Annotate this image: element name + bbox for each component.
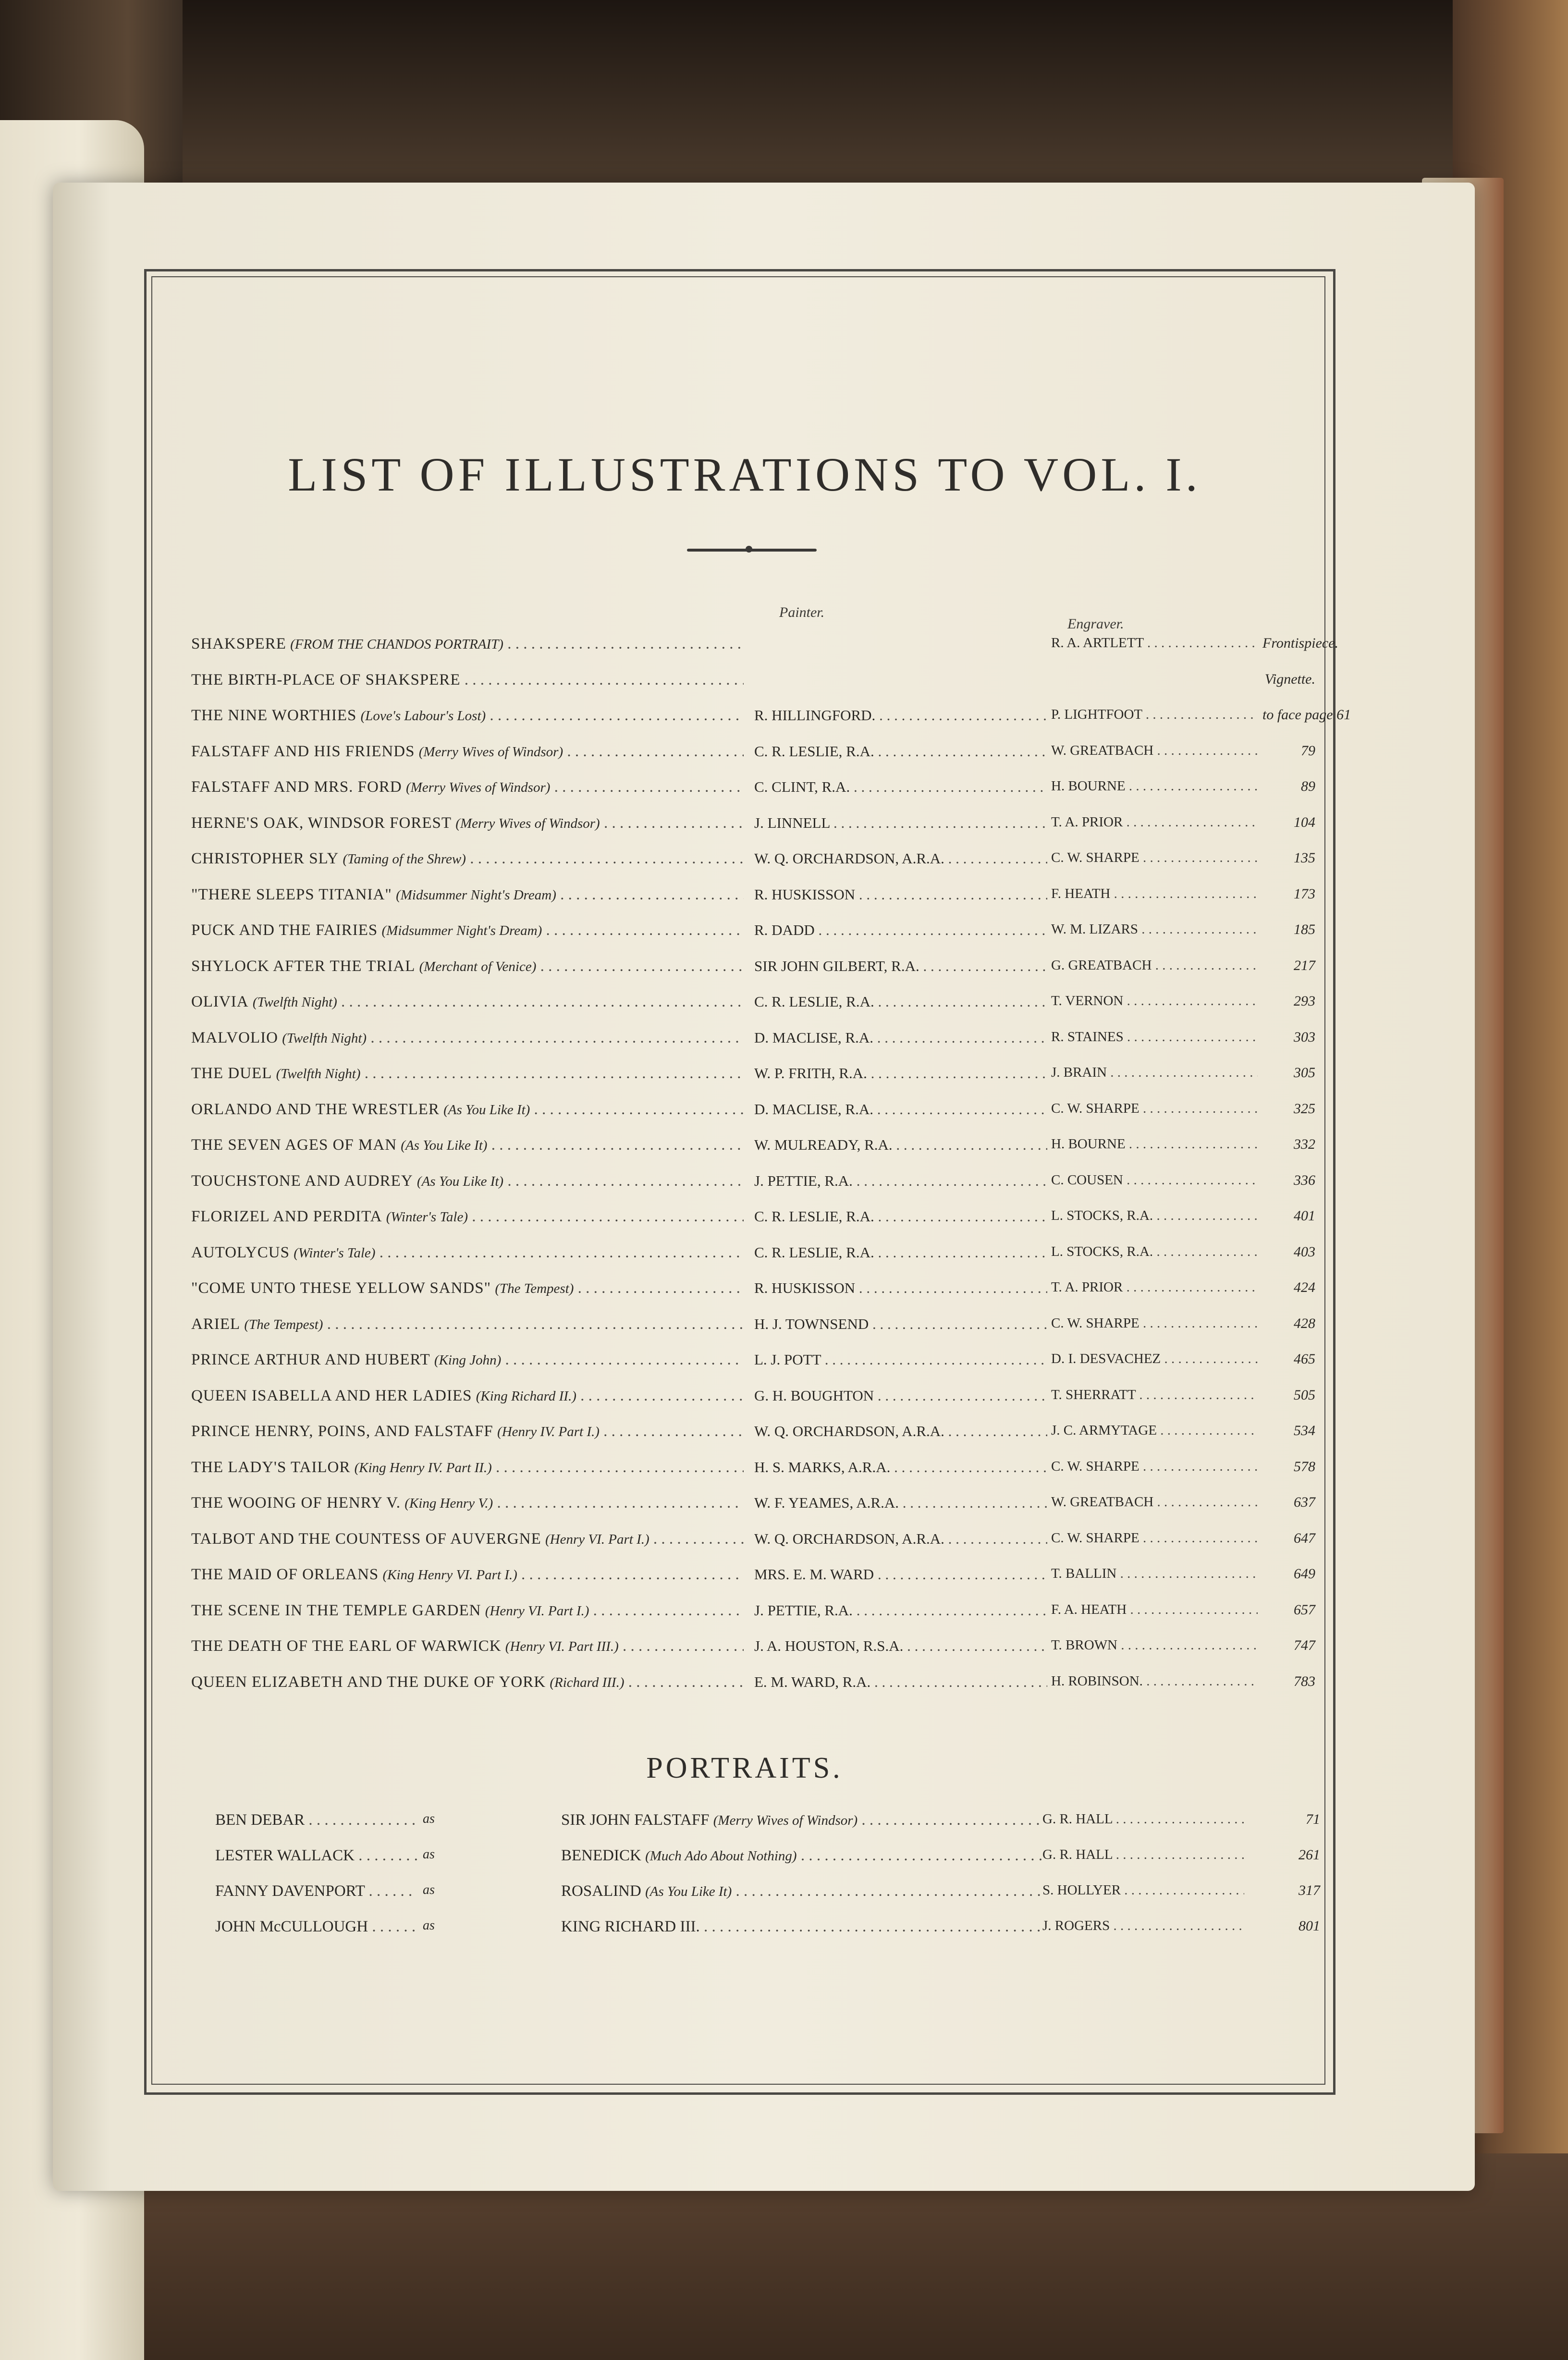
page-number: 305: [1294, 1065, 1315, 1081]
illustration-title: [191, 1172, 744, 1190]
illustration-name: OLIVIA: [191, 993, 249, 1010]
illustration-name: THE SCENE IN THE TEMPLE GARDEN: [191, 1601, 481, 1619]
page-number: 217: [1294, 957, 1315, 973]
engraver-name: L. STOCKS, R.A. . . .: [1051, 1244, 1258, 1260]
illustration-title: [191, 1029, 744, 1047]
painter-name: D. MACLISE, R.A. . . .: [754, 1101, 1047, 1118]
play-name: (Winter's Tale): [386, 1209, 468, 1225]
illustration-name: "THERE SLEEPS TITANIA": [191, 885, 392, 903]
illustration-title: [191, 707, 744, 725]
as-label: as: [423, 1811, 435, 1826]
painter-name: C. CLINT, R.A. . . .: [754, 778, 1047, 796]
play-name: (Henry VI. Part I.): [485, 1603, 589, 1619]
illustration-title: [191, 886, 744, 904]
page-number: 649: [1294, 1566, 1315, 1582]
illustration-name: THE NINE WORTHIES: [191, 707, 357, 724]
illustration-name: PRINCE ARTHUR AND HUBERT: [191, 1351, 430, 1368]
illustration-title: [191, 1530, 744, 1548]
painter-name: R. HILLINGFORD. . . .: [754, 707, 1047, 724]
illustration-title: [191, 1279, 744, 1297]
engraver-name: J. ROGERS . . .: [1042, 1918, 1244, 1934]
engraver-name: J. BRAIN . . .: [1051, 1065, 1258, 1081]
page-number: 428: [1294, 1315, 1315, 1331]
play-name: (Midsummer Night's Dream): [381, 923, 542, 938]
illustration-name: TOUCHSTONE AND AUDREY: [191, 1172, 413, 1190]
play-name: (As You Like It): [401, 1138, 488, 1153]
illustration-title: [191, 1315, 744, 1333]
page-number: 293: [1294, 993, 1315, 1009]
painter-name: J. PETTIE, R.A. . . .: [754, 1602, 1047, 1619]
play-name: (Henry VI. Part III.): [505, 1639, 619, 1654]
painter-name: J. PETTIE, R.A. . . .: [754, 1172, 1047, 1190]
painter-name: C. R. LESLIE, R.A. . . .: [754, 1244, 1047, 1261]
actor-name: FANNY DAVENPORT . . .: [215, 1882, 417, 1900]
engraver-name: H. BOURNE . . .: [1051, 1136, 1258, 1152]
painter-name: H. S. MARKS, A.R.A. . . .: [754, 1459, 1047, 1476]
play-name: (The Tempest): [495, 1281, 574, 1296]
illustration-title: [191, 743, 744, 761]
page-number: 261: [1298, 1847, 1320, 1863]
illustration-name: HERNE'S OAK, WINDSOR FOREST: [191, 814, 452, 832]
play-name: (King Henry IV. Part II.): [354, 1460, 492, 1475]
play-name: (King Henry VI. Part I.): [382, 1567, 517, 1583]
illustration-name: THE BIRTH-PLACE OF SHAKSPERE: [191, 671, 461, 688]
illustration-name: TALBOT AND THE COUNTESS OF AUVERGNE: [191, 1530, 541, 1548]
play-name: (Midsummer Night's Dream): [396, 887, 556, 903]
play-name: (Merchant of Venice): [419, 959, 537, 974]
illustration-name: THE MAID OF ORLEANS: [191, 1566, 379, 1583]
illustration-title: [191, 993, 744, 1011]
illustration-title: [191, 1637, 744, 1655]
engraver-name: P. LIGHTFOOT . . .: [1051, 707, 1258, 723]
engraver-name: G. R. HALL . . .: [1042, 1811, 1244, 1827]
illustration-name: PUCK AND THE FAIRIES: [191, 922, 378, 939]
painter-name: W. Q. ORCHARDSON, A.R.A. . . .: [754, 1423, 1047, 1440]
actor-name: LESTER WALLACK . . .: [215, 1847, 417, 1865]
engraver-name: C. W. SHARPE . . .: [1051, 850, 1258, 866]
play-name: (FROM THE CHANDOS PORTRAIT): [290, 637, 503, 652]
engraver-name: W. GREATBACH . . .: [1051, 743, 1258, 759]
painter-name: G. H. BOUGHTON . . .: [754, 1387, 1047, 1404]
illustration-name: SHYLOCK AFTER THE TRIAL: [191, 957, 416, 975]
painter-name: W. Q. ORCHARDSON, A.R.A. . . .: [754, 850, 1047, 867]
illustration-name: THE WOOING OF HENRY V.: [191, 1494, 401, 1512]
role-title: SIR JOHN FALSTAFF: [561, 1811, 710, 1829]
page-number: 578: [1294, 1458, 1315, 1475]
page-number: Frontispiece.: [1262, 635, 1339, 651]
play-name: (Twelfth Night): [282, 1030, 367, 1046]
play-name: (Merry Wives of Windsor): [405, 780, 551, 795]
engraver-name: C. W. SHARPE . . .: [1051, 1459, 1258, 1475]
role-title: ROSALIND: [561, 1882, 641, 1900]
engraver-name: T. A. PRIOR . . .: [1051, 1279, 1258, 1295]
play-name: (As You Like It): [416, 1173, 504, 1189]
page-number: Vignette.: [1264, 671, 1315, 687]
play-name: (As You Like It): [443, 1102, 530, 1118]
page-number: to face page 61: [1262, 707, 1351, 723]
page-number: 185: [1294, 922, 1315, 937]
illustration-title: [191, 1602, 744, 1620]
illustration-title: [191, 922, 744, 939]
illustration-name: QUEEN ELIZABETH AND THE DUKE OF YORK: [191, 1673, 546, 1691]
engraver-name: R. A. ARTLETT . . .: [1051, 635, 1258, 651]
play-name: (Winter's Tale): [294, 1245, 376, 1261]
painter-name: R. DADD . . .: [754, 922, 1047, 939]
illustration-title: [191, 778, 744, 796]
page-number: 89: [1301, 778, 1315, 794]
illustration-title: [191, 1208, 744, 1226]
as-label: as: [423, 1882, 435, 1897]
illustration-title: [191, 1387, 744, 1405]
illustration-name: PRINCE HENRY, POINS, AND FALSTAFF: [191, 1423, 493, 1440]
illustration-name: CHRISTOPHER SLY: [191, 850, 339, 867]
illustration-name: FALSTAFF AND HIS FRIENDS: [191, 742, 415, 760]
portraits-heading: PORTRAITS.: [646, 1752, 843, 1784]
page-number: 647: [1294, 1530, 1315, 1546]
illustration-title: [191, 1673, 744, 1691]
page-number: 534: [1294, 1423, 1315, 1438]
painter-name: J. A. HOUSTON, R.S.A. . . .: [754, 1637, 1047, 1655]
painter-name: R. HUSKISSON . . .: [754, 886, 1047, 903]
page-number: 79: [1301, 742, 1315, 759]
play-name: (As You Like It): [645, 1884, 732, 1899]
painter-name: C. R. LESLIE, R.A. . . .: [754, 993, 1047, 1010]
play-name: (Love's Labour's Lost): [360, 708, 486, 724]
illustration-name: ARIEL: [191, 1315, 241, 1333]
painter-name: L. J. POTT . . .: [754, 1351, 1047, 1368]
engraver-name: T. BROWN . . .: [1051, 1637, 1258, 1653]
illustration-name: THE LADY'S TAILOR: [191, 1458, 351, 1476]
painter-name: C. R. LESLIE, R.A. . . .: [754, 1208, 1047, 1225]
actor-name: JOHN McCULLOUGH . . .: [215, 1918, 417, 1936]
page-number: 401: [1294, 1208, 1315, 1224]
painter-header: Painter.: [779, 604, 825, 620]
page-number: 336: [1294, 1172, 1315, 1188]
illustration-title: [191, 1459, 744, 1476]
illustration-title: [191, 1065, 744, 1082]
painter-name: W. F. YEAMES, A.R.A. . . .: [754, 1494, 1047, 1512]
illustration-title: [191, 1351, 744, 1369]
engraver-name: R. STAINES . . .: [1051, 1029, 1258, 1045]
illustration-name: "COME UNTO THESE YELLOW SANDS": [191, 1279, 491, 1297]
illustration-name: AUTOLYCUS: [191, 1243, 290, 1261]
illustration-name: THE DEATH OF THE EARL OF WARWICK: [191, 1637, 502, 1655]
engraver-name: F. HEATH . . .: [1051, 886, 1258, 902]
play-name: (King John): [434, 1352, 502, 1368]
illustration-title: [191, 1136, 744, 1154]
painter-name: W. MULREADY, R.A. . . .: [754, 1136, 1047, 1154]
title-rule-ornament: [746, 546, 752, 553]
background-top: [0, 0, 1568, 183]
engraver-header: Engraver.: [1067, 616, 1124, 632]
illustration-name: THE SEVEN AGES OF MAN: [191, 1136, 397, 1154]
engraver-name: W. GREATBACH . . .: [1051, 1494, 1258, 1510]
engraver-name: G. R. HALL . . .: [1042, 1847, 1244, 1863]
engraver-name: F. A. HEATH . . .: [1051, 1602, 1258, 1618]
page-number: 135: [1294, 850, 1315, 866]
painter-name: H. J. TOWNSEND . . .: [754, 1315, 1047, 1333]
page-number: 637: [1294, 1494, 1315, 1510]
play-name: (Twelfth Night): [276, 1066, 361, 1082]
play-name: (King Henry V.): [404, 1496, 493, 1511]
engraver-name: S. HOLLYER . . .: [1042, 1882, 1244, 1898]
illustration-title: [191, 1244, 744, 1262]
illustration-name: FALSTAFF AND MRS. FORD: [191, 778, 402, 796]
as-label: as: [423, 1918, 435, 1933]
engraver-name: L. STOCKS, R.A. . . .: [1051, 1208, 1258, 1224]
page-number: 403: [1294, 1243, 1315, 1260]
play-name: (Richard III.): [550, 1674, 625, 1690]
as-label: as: [423, 1847, 435, 1862]
play-name: (Twelfth Night): [252, 995, 337, 1010]
painter-name: E. M. WARD, R.A. . . .: [754, 1673, 1047, 1691]
painter-name: C. R. LESLIE, R.A. . . .: [754, 743, 1047, 760]
role-name: [561, 1847, 1041, 1865]
page-number: 783: [1294, 1673, 1315, 1689]
engraver-name: D. I. DESVACHEZ . . .: [1051, 1351, 1258, 1367]
engraver-name: H. ROBINSON. . . .: [1051, 1673, 1258, 1689]
illustration-title: [191, 671, 744, 689]
play-name: (The Tempest): [244, 1316, 323, 1332]
painter-name: R. HUSKISSON . . .: [754, 1279, 1047, 1297]
painter-name: W. Q. ORCHARDSON, A.R.A. . . .: [754, 1530, 1047, 1548]
engraver-name: W. M. LIZARS . . .: [1051, 922, 1258, 937]
illustration-title: [191, 1101, 744, 1119]
engraver-name: G. GREATBACH . . .: [1051, 958, 1258, 973]
page-number: 173: [1294, 885, 1315, 902]
actor-name: BEN DEBAR . . .: [215, 1811, 417, 1829]
page-number: 505: [1294, 1387, 1315, 1403]
role-name: [561, 1918, 1041, 1936]
engraver-name: J. C. ARMYTAGE . . .: [1051, 1423, 1258, 1438]
play-name: (Merry Wives of Windsor): [418, 744, 564, 760]
illustration-title: [191, 1566, 744, 1584]
illustration-name: SHAKSPERE: [191, 635, 286, 652]
page-number: 317: [1298, 1882, 1320, 1898]
page-number: 104: [1294, 814, 1315, 830]
engraver-name: C. W. SHARPE . . .: [1051, 1530, 1258, 1546]
page-number: 747: [1294, 1637, 1315, 1653]
engraver-name: T. VERNON . . .: [1051, 993, 1258, 1009]
illustration-title: [191, 958, 744, 975]
page-number: 71: [1306, 1811, 1320, 1827]
play-name: (Much Ado About Nothing): [645, 1848, 797, 1864]
engraver-name: C. W. SHARPE . . .: [1051, 1101, 1258, 1117]
illustration-name: MALVOLIO: [191, 1029, 278, 1046]
play-name: (Merry Wives of Windsor): [455, 815, 600, 831]
page-number: 465: [1294, 1351, 1315, 1367]
illustration-title: [191, 850, 744, 868]
illustration-title: [191, 1494, 744, 1512]
page-number: 303: [1294, 1029, 1315, 1045]
play-name: (Merry Wives of Windsor): [713, 1813, 858, 1828]
page-title: LIST OF ILLUSTRATIONS TO VOL. I.: [288, 448, 1201, 501]
page-number: 657: [1294, 1601, 1315, 1618]
engraver-name: H. BOURNE . . .: [1051, 778, 1258, 794]
painter-name: J. LINNELL . . .: [754, 814, 1047, 832]
illustration-title: [191, 635, 744, 653]
role-title: BENEDICK: [561, 1847, 641, 1864]
play-name: (Henry VI. Part I.): [545, 1531, 649, 1547]
role-name: [561, 1811, 1041, 1829]
engraver-name: T. A. PRIOR . . .: [1051, 814, 1258, 830]
illustration-name: FLORIZEL AND PERDITA: [191, 1208, 382, 1225]
illustration-title: [191, 814, 744, 832]
page-number: 332: [1294, 1136, 1315, 1152]
engraver-name: C. COUSEN . . .: [1051, 1172, 1258, 1188]
page-number: 424: [1294, 1279, 1315, 1295]
engraver-name: T. BALLIN . . .: [1051, 1566, 1258, 1582]
engraver-name: T. SHERRATT . . .: [1051, 1387, 1258, 1403]
illustration-name: QUEEN ISABELLA AND HER LADIES: [191, 1387, 472, 1404]
painter-name: W. P. FRITH, R.A. . . .: [754, 1065, 1047, 1082]
page-number: 801: [1298, 1918, 1320, 1934]
painter-name: D. MACLISE, R.A. . . .: [754, 1029, 1047, 1046]
role-title: KING RICHARD III.: [561, 1918, 700, 1935]
play-name: (Henry IV. Part I.): [497, 1424, 600, 1439]
painter-name: MRS. E. M. WARD . . .: [754, 1566, 1047, 1583]
illustration-title: [191, 1423, 744, 1440]
illustration-name: THE DUEL: [191, 1065, 272, 1082]
page-number: 325: [1294, 1100, 1315, 1117]
role-name: [561, 1882, 1041, 1900]
painter-name: SIR JOHN GILBERT, R.A. . . .: [754, 958, 1047, 975]
illustration-name: ORLANDO AND THE WRESTLER: [191, 1100, 440, 1118]
engraver-name: C. W. SHARPE . . .: [1051, 1315, 1258, 1331]
play-name: (Taming of the Shrew): [343, 851, 466, 867]
play-name: (King Richard II.): [476, 1388, 576, 1404]
